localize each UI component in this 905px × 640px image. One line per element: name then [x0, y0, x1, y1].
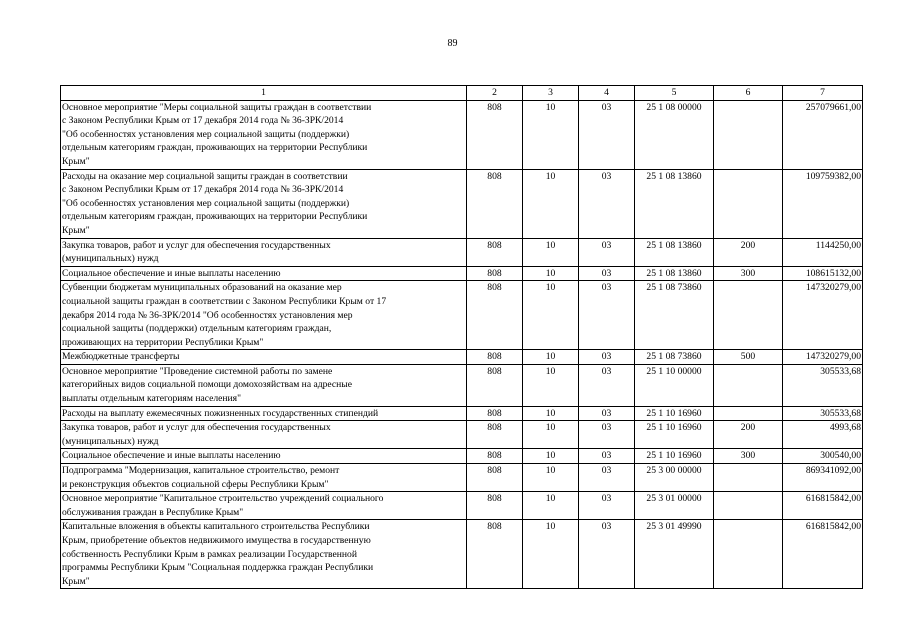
table-row — [61, 169, 863, 238]
row-target-article-cell: 25 1 08 13860 — [635, 266, 714, 281]
row-subsection-cell: 03 — [579, 464, 635, 492]
row-name-cell: Закупка товаров, работ и услуг для обеспечения государственных (муниципальных) нужд — [61, 421, 467, 449]
row-amount-cell: 300540,00 — [783, 449, 863, 464]
row-name-cell: Социальное обеспечение и иные выплаты населению — [61, 266, 467, 281]
row-expense-type-cell: 500 — [714, 350, 783, 365]
table-row — [61, 449, 863, 464]
row-target-article-cell: 25 1 08 73860 — [635, 350, 714, 365]
row-grbs-cell: 808 — [467, 464, 523, 492]
row-amount-cell: 305533,68 — [783, 406, 863, 421]
row-section-cell: 10 — [523, 169, 579, 238]
header-cell-subsection: 4 — [579, 86, 635, 101]
row-section-cell: 10 — [523, 266, 579, 281]
row-name-cell: Основное мероприятие "Капитальное строительство учреждений социального обслуживания граждан в Республике Крым" — [61, 492, 467, 520]
table-row — [61, 350, 863, 365]
row-grbs-cell: 808 — [467, 520, 523, 589]
row-amount-cell: 4993,68 — [783, 421, 863, 449]
row-target-article-cell: 25 1 08 13860 — [635, 238, 714, 266]
header-cell-grbs: 2 — [467, 86, 523, 101]
row-name-cell: Капитальные вложения в объекты капитального строительства Республики Крым, приобретение объектов недвижимого имущества в государственную собственность Республики Крым в рамках реализации Государственной программы Республики Крым "Социальная поддержка граждан Республики Крым" — [61, 520, 467, 589]
table-row — [61, 266, 863, 281]
row-name-cell: Подпрограмма "Модернизация, капитальное строительство, ремонт и реконструкция объектов социальной сферы Республики Крым" — [61, 464, 467, 492]
row-amount-cell: 109759382,00 — [783, 169, 863, 238]
table-row — [61, 238, 863, 266]
row-target-article-cell: 25 1 10 16960 — [635, 449, 714, 464]
row-subsection-cell: 03 — [579, 281, 635, 350]
row-section-cell: 10 — [523, 350, 579, 365]
row-name-cell: Основное мероприятие "Проведение системной работы по замене категорийных видов социальной помощи домохозяйствам на адресные выплаты отдельным категориям населения" — [61, 364, 467, 406]
row-target-article-cell: 25 3 00 00000 — [635, 464, 714, 492]
row-name-cell: Субвенции бюджетам муниципальных образований на оказание мер социальной защиты граждан в соответствии с Законом Республики Крым от 17 декабря 2014 года № 36-ЗРК/2014 "Об особенностях установления мер социальной защиты (поддержки) отдельным категориям граждан, проживающих на территории Республики Крым" — [61, 281, 467, 350]
row-target-article-cell: 25 1 10 16960 — [635, 406, 714, 421]
row-grbs-cell: 808 — [467, 281, 523, 350]
header-cell-amount: 7 — [783, 86, 863, 101]
row-section-cell: 10 — [523, 464, 579, 492]
row-section-cell: 10 — [523, 100, 579, 169]
row-expense-type-cell — [714, 406, 783, 421]
row-section-cell: 10 — [523, 449, 579, 464]
row-name-cell: Межбюджетные трансферты — [61, 350, 467, 365]
row-expense-type-cell — [714, 364, 783, 406]
row-section-cell: 10 — [523, 281, 579, 350]
row-section-cell: 10 — [523, 421, 579, 449]
row-subsection-cell: 03 — [579, 421, 635, 449]
row-target-article-cell: 25 1 08 00000 — [635, 100, 714, 169]
row-name-cell: Социальное обеспечение и иные выплаты населению — [61, 449, 467, 464]
table-row — [61, 492, 863, 520]
table-row — [61, 281, 863, 350]
row-name-cell: Расходы на выплату ежемесячных пожизненных государственных стипендий — [61, 406, 467, 421]
table-row — [61, 364, 863, 406]
row-subsection-cell: 03 — [579, 169, 635, 238]
row-subsection-cell: 03 — [579, 266, 635, 281]
table-body — [61, 100, 863, 589]
table-row — [61, 520, 863, 589]
row-name-cell: Основное мероприятие "Меры социальной защиты граждан в соответствии с Законом Республики Крым от 17 декабря 2014 года № 36-ЗРК/2014 "Об особенностях установления мер социальной защиты (поддержки) отдельным категориям граждан, проживающих на территории Республики Крым" — [61, 100, 467, 169]
row-section-cell: 10 — [523, 492, 579, 520]
row-target-article-cell: 25 1 10 16960 — [635, 421, 714, 449]
row-subsection-cell: 03 — [579, 350, 635, 365]
row-target-article-cell: 25 1 08 13860 — [635, 169, 714, 238]
row-expense-type-cell — [714, 492, 783, 520]
row-subsection-cell: 03 — [579, 100, 635, 169]
row-section-cell: 10 — [523, 406, 579, 421]
row-section-cell: 10 — [523, 238, 579, 266]
table-row — [61, 100, 863, 169]
row-grbs-cell: 808 — [467, 238, 523, 266]
row-amount-cell: 616815842,00 — [783, 520, 863, 589]
row-expense-type-cell — [714, 169, 783, 238]
row-section-cell: 10 — [523, 364, 579, 406]
row-expense-type-cell: 300 — [714, 449, 783, 464]
row-section-cell: 10 — [523, 520, 579, 589]
row-expense-type-cell — [714, 464, 783, 492]
row-subsection-cell: 03 — [579, 492, 635, 520]
row-grbs-cell: 808 — [467, 266, 523, 281]
row-grbs-cell: 808 — [467, 492, 523, 520]
row-target-article-cell: 25 3 01 00000 — [635, 492, 714, 520]
row-subsection-cell: 03 — [579, 406, 635, 421]
row-amount-cell: 616815842,00 — [783, 492, 863, 520]
header-row — [61, 86, 863, 101]
row-expense-type-cell: 200 — [714, 238, 783, 266]
header-cell-name: 1 — [61, 86, 467, 101]
row-subsection-cell: 03 — [579, 364, 635, 406]
table-row — [61, 421, 863, 449]
row-grbs-cell: 808 — [467, 169, 523, 238]
row-subsection-cell: 03 — [579, 449, 635, 464]
row-grbs-cell: 808 — [467, 100, 523, 169]
row-grbs-cell: 808 — [467, 449, 523, 464]
header-cell-target-article: 5 — [635, 86, 714, 101]
row-amount-cell: 257079661,00 — [783, 100, 863, 169]
row-subsection-cell: 03 — [579, 238, 635, 266]
row-name-cell: Закупка товаров, работ и услуг для обеспечения государственных (муниципальных) нужд — [61, 238, 467, 266]
row-name-cell: Расходы на оказание мер социальной защиты граждан в соответствии с Законом Республики Крым от 17 декабря 2014 года № 36-ЗРК/2014 "Об особенностях установления мер социальной защиты (поддержки) отдельным категориям граждан, проживающих на территории Республики Крым" — [61, 169, 467, 238]
header-cell-expense-type: 6 — [714, 86, 783, 101]
row-expense-type-cell: 300 — [714, 266, 783, 281]
row-expense-type-cell: 200 — [714, 421, 783, 449]
row-amount-cell: 1144250,00 — [783, 238, 863, 266]
table-row — [61, 464, 863, 492]
row-expense-type-cell — [714, 520, 783, 589]
row-amount-cell: 869341092,00 — [783, 464, 863, 492]
row-amount-cell: 108615132,00 — [783, 266, 863, 281]
budget-table — [60, 85, 863, 589]
row-amount-cell: 305533,68 — [783, 364, 863, 406]
row-amount-cell: 147320279,00 — [783, 281, 863, 350]
row-expense-type-cell — [714, 100, 783, 169]
row-target-article-cell: 25 1 10 00000 — [635, 364, 714, 406]
row-expense-type-cell — [714, 281, 783, 350]
row-grbs-cell: 808 — [467, 406, 523, 421]
row-grbs-cell: 808 — [467, 421, 523, 449]
row-grbs-cell: 808 — [467, 364, 523, 406]
page-number: 89 — [447, 38, 458, 49]
row-grbs-cell: 808 — [467, 350, 523, 365]
row-target-article-cell: 25 3 01 49990 — [635, 520, 714, 589]
row-subsection-cell: 03 — [579, 520, 635, 589]
row-target-article-cell: 25 1 08 73860 — [635, 281, 714, 350]
row-amount-cell: 147320279,00 — [783, 350, 863, 365]
header-cell-section: 3 — [523, 86, 579, 101]
table-row — [61, 406, 863, 421]
